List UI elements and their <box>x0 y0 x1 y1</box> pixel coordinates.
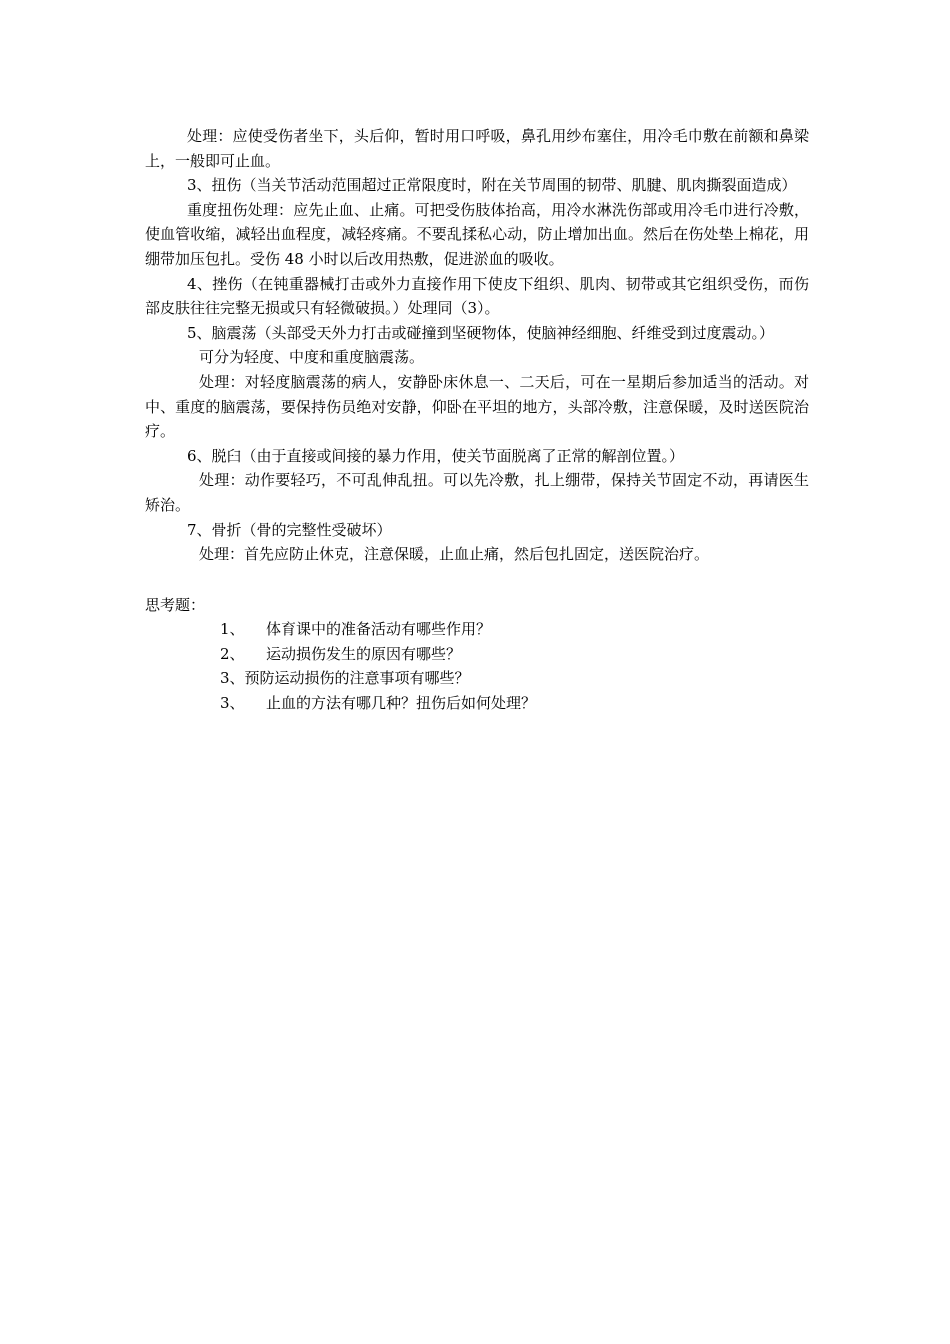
paragraph-concussion-treatment: 处理：对轻度脑震荡的病人，安静卧床休息一、二天后，可在一星期后参加适当的活动。对中、重度的脑震荡，要保持伤员绝对安静，仰卧在平坦的地方，头部冷敷，注意保暖，及时送医院治疗。 <box>145 372 809 441</box>
paragraph-fracture-treatment: 处理：首先应防止休克，注意保暖，止血止痛，然后包扎固定，送医院治疗。 <box>199 545 710 564</box>
question-text: 止血的方法有哪几种？扭伤后如何处理？ <box>266 694 537 713</box>
paragraph-sprain-heading: 3、扭伤（当关节活动范围超过正常限度时，附在关节周围的韧带、肌腱、肌肉撕裂面造成） <box>187 176 797 195</box>
paragraph-nosebleed-treatment: 处理：应使受伤者坐下，头后仰，暂时用口呼吸，鼻孔用纱布塞住，用冷毛巾敷在前额和鼻梁上，一般即可止血。 <box>145 127 809 170</box>
question-number: 2、 <box>220 644 245 663</box>
question-number: 3、 <box>220 694 245 713</box>
question-item-4 <box>220 691 809 716</box>
question-item-3 <box>220 666 809 691</box>
question-text: 预防运动损伤的注意事项有哪些？ <box>244 669 470 688</box>
questions-list <box>220 617 809 715</box>
question-item-1 <box>220 617 809 642</box>
question-text: 运动损伤发生的原因有哪些？ <box>266 644 462 663</box>
paragraph-dislocation-treatment: 处理：动作要轻巧，不可乱伸乱扭。可以先冷敷，扎上绷带，保持关节固定不动，再请医生矫治。 <box>145 471 809 514</box>
paragraph-fracture-heading: 7、骨折（骨的完整性受破坏） <box>187 520 392 539</box>
question-number: 3、 <box>220 669 245 688</box>
section-spacer <box>145 567 809 593</box>
question-number: 1、 <box>220 620 245 639</box>
question-item-2 <box>220 642 809 667</box>
questions-title: 思考题： <box>145 595 206 614</box>
question-text: 体育课中的准备活动有哪些作用？ <box>266 620 492 639</box>
paragraph-contusion: 4、挫伤（在钝重器械打击或外力直接作用下使皮下组织、肌肉、韧带或其它组织受伤，而伤部皮肤往往完整无损或只有轻微破损。）处理同（3）。 <box>145 274 809 318</box>
paragraph-concussion-classification: 可分为轻度、中度和重度脑震荡。 <box>199 348 425 367</box>
document-body <box>145 124 809 716</box>
paragraph-sprain-treatment: 重度扭伤处理：应先止血、止痛。可把受伤肢体抬高，用冷水淋洗伤部或用冷毛巾进行冷敷，使血管收缩，减轻出血程度，减轻疼痛。不要乱揉私心动，防止增加出血。然后在伤处垫上棉花，用绷带加压包扎。受伤 48 小时以后改用热敷，促进淤血的吸收。 <box>145 200 809 268</box>
paragraph-concussion-heading: 5、脑震荡（头部受天外力打击或碰撞到坚硬物体，使脑神经细胞、纤维受到过度震动。） <box>187 323 775 342</box>
paragraph-dislocation-heading: 6、脱臼（由于直接或间接的暴力作用，使关节面脱离了正常的解剖位置。） <box>187 446 685 465</box>
